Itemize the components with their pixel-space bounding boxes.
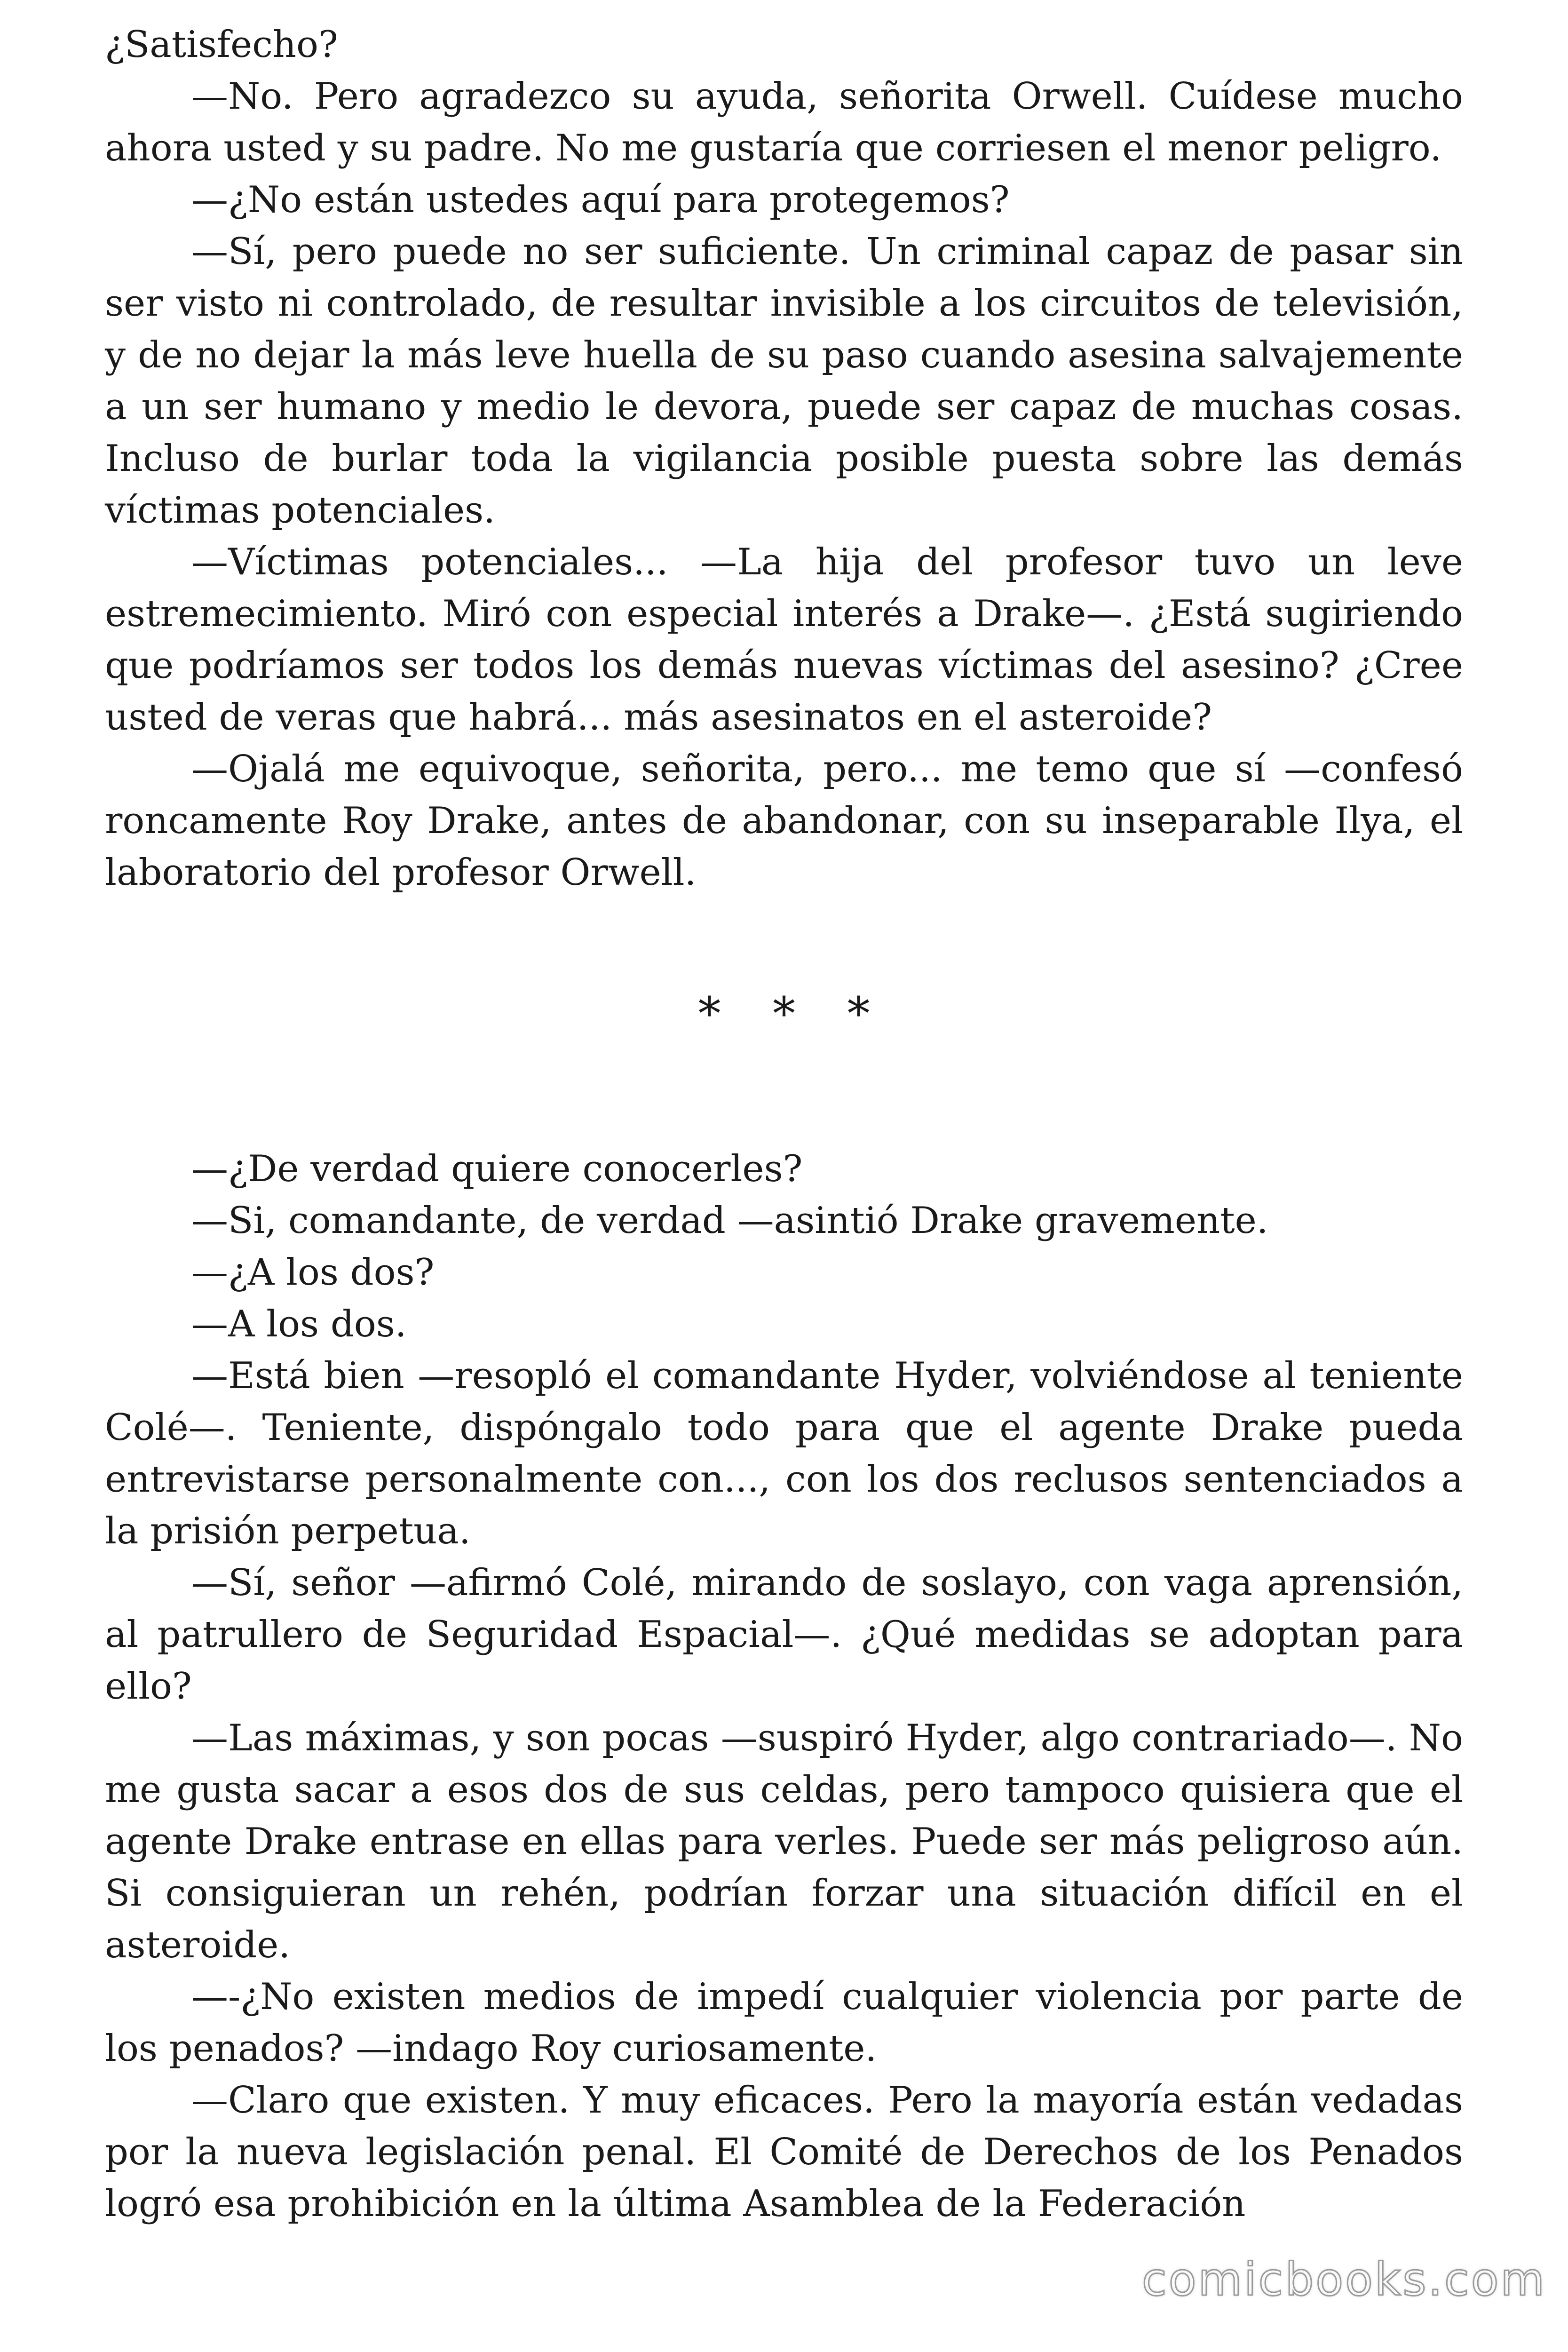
paragraph: —A los dos. [191,1303,407,1345]
section-separator: * * * [698,987,889,1040]
paragraph: —Está bien —resopló el comandante Hyder, volviéndose al teniente Colé—. Teniente, dispóngalo todo para que el agente Drake pueda entrevistarse personalmente con..., con los dos reclusos sentenciados a la prisión perpetua. [105,1355,1463,1552]
paragraph: —Sí, pero puede no ser suficiente. Un criminal capaz de pasar sin ser visto ni controlado, de resultar invisible a los circuitos de televisión, y de no dejar la más leve huella de su paso cuando asesina salvajemente a un ser humano y medio le devora, puede ser capaz de muchas cosas. Incluso de burlar toda la vigilancia posible puesta sobre las demás víctimas potenciales. [105,230,1463,532]
book-page [105,19,1463,2230]
paragraph: —No. Pero agradezco su ayuda, señorita Orwell. Cuídese mucho ahora usted y su padre. No me gustaría que corriesen el menor peligro. [105,75,1463,169]
paragraph: —Víctimas potenciales... —La hija del profesor tuvo un leve estremecimiento. Miró con especial interés a Drake—. ¿Está sugiriendo que podríamos ser todos los demás nuevas víctimas del asesino? ¿Cree usted de veras que habrá... más asesinatos en el asteroide? [105,541,1463,739]
paragraph: —¿De verdad quiere conocerles? [191,1148,803,1190]
paragraph: —-¿No existen medios de impedí cualquier violencia por parte de los penados? —indago Roy curiosamente. [105,1976,1463,2070]
paragraph: —Sí, señor —afirmó Colé, mirando de soslayo, con vaga aprensión, al patrullero de Seguridad Espacial—. ¿Qué medidas se adoptan para ello? [105,1562,1463,1708]
watermark: comicbooks.com [1141,2253,1546,2306]
paragraph: —Claro que existen. Y muy eficaces. Pero la mayoría están vedadas por la nueva legislación penal. El Comité de Derechos de los Penados logró esa prohibición en la última Asamblea de la Federación [105,2079,1463,2225]
paragraph: —Las máximas, y son pocas —suspiró Hyder, algo contrariado—. No me gusta sacar a esos dos de sus celdas, pero tampoco quisiera que el agente Drake entrase en ellas para verles. Puede ser más peligroso aún. Si consiguieran un rehén, podrían forzar una situación difícil en el asteroide. [105,1717,1463,1966]
paragraph: —¿No están ustedes aquí para protegemos? [191,179,1010,221]
paragraph: —¿A los dos? [191,1251,435,1294]
paragraph: —Si, comandante, de verdad —asintió Drake gravemente. [191,1200,1268,1242]
paragraph: ¿Satisfecho? [105,24,338,66]
paragraph: —Ojalá me equivoque, señorita, pero... me temo que sí —confesó roncamente Roy Drake, antes de abandonar, con su inseparable Ilya, el laboratorio del profesor Orwell. [105,748,1463,894]
